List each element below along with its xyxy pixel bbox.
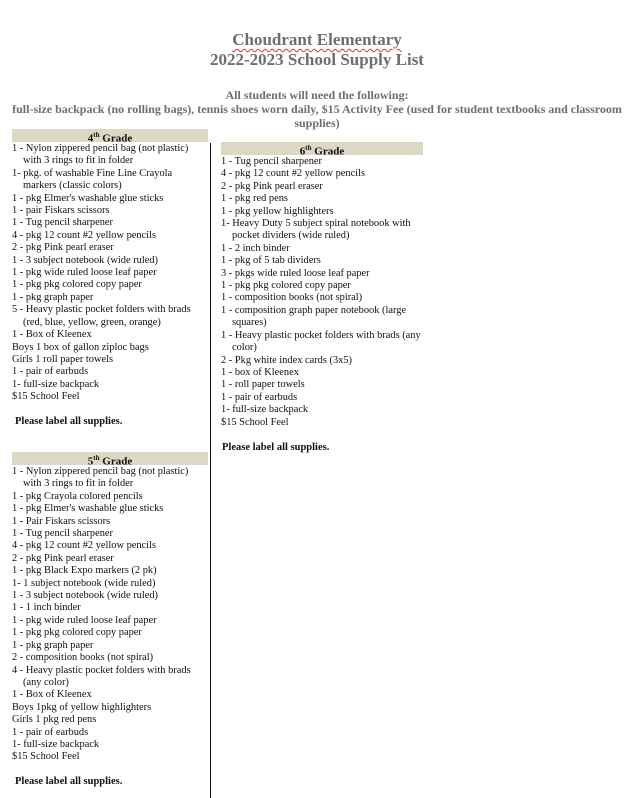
intro-line-1: All students will need the following:	[225, 88, 409, 102]
supply-item: 1 - pkg of 5 tab dividers	[221, 255, 321, 267]
grade-4-heading-word: Grade	[102, 132, 133, 145]
grade-4-heading	[12, 129, 208, 145]
supply-item: 1 - pkg pkg colored copy paper	[12, 627, 142, 639]
supply-item: 1 - pkg red pens	[221, 193, 288, 205]
supply-item: 2 - pkg Pink pearl eraser	[12, 242, 114, 254]
supply-item: 1 - pkg Elmer's washable glue sticks	[12, 503, 164, 515]
supply-item: $15 School Feel	[12, 751, 80, 763]
supply-item: 1 - pair of earbuds	[12, 726, 89, 738]
supply-item: Girls 1 roll paper towels	[12, 353, 113, 365]
grade-6-label-note: Please label all supplies.	[222, 441, 330, 453]
supply-item: 1 - pkg wide ruled loose leaf paper	[12, 614, 157, 626]
supply-item: 1 - pkg yellow highlighters	[221, 205, 334, 217]
supply-item: 1- full-size backpack	[221, 404, 309, 416]
supply-item: 1- 1 subject notebook (wide ruled)	[12, 577, 156, 589]
supply-item: 1 - Heavy plastic pocket folders with brads (any color)	[221, 329, 421, 354]
supply-item: 1- pkg. of washable Fine Line Crayola markers (classic colors)	[12, 167, 173, 192]
supply-item: 1- full-size backpack	[12, 378, 100, 390]
supply-item: 1 - pkg Crayola colored pencils	[12, 490, 143, 502]
supply-item: 2 - pkg Pink pearl eraser	[221, 180, 323, 192]
grade-4-label-note: Please label all supplies.	[15, 415, 123, 427]
supply-item: 1 - 3 subject notebook (wide ruled)	[12, 254, 159, 266]
school-name: Choudrant Elementary	[232, 30, 402, 49]
grade-6-heading-number: 6	[299, 145, 306, 158]
supply-item: 1- Heavy Duty 5 subject spiral notebook with pocket dividers (wide ruled)	[221, 218, 411, 242]
supply-item: 4 - Heavy plastic pocket folders with brads (any color)	[12, 664, 191, 688]
supply-item: 1 - pkg graph paper	[12, 291, 94, 303]
supply-item: 4 - pkg 12 count #2 yellow pencils	[12, 229, 157, 241]
supply-item: 1 - pkg pkg colored copy paper	[12, 279, 142, 291]
supply-item: 1 - box of Kleenex	[221, 366, 299, 378]
supply-item: 1 - roll paper towels	[221, 379, 305, 391]
supply-item: 1 - Tug pencil sharpener	[12, 528, 114, 540]
grade-6-heading	[221, 142, 423, 158]
supply-item: 1 - pkg wide ruled loose leaf paper	[12, 267, 157, 279]
grade-6-heading-suffix: th	[305, 144, 312, 152]
supply-item: 1 - Tug pencil sharpener	[221, 156, 323, 167]
grade-4-section	[12, 129, 208, 427]
grade-5-label-note: Please label all supplies.	[15, 775, 123, 787]
supply-item: 1 - Nylon zippered pencil bag (not plastic) with 3 rings to fit in folder	[12, 143, 189, 167]
grade-5-heading-suffix: th	[93, 454, 100, 462]
supply-item: 1 - composition books (not spiral)	[221, 292, 363, 304]
grade-6-list	[221, 156, 423, 429]
supply-item: 1 - pkg pkg colored copy paper	[221, 280, 351, 292]
grade-6-section	[221, 142, 423, 453]
supply-item: 3 - pkgs wide ruled loose leaf paper	[221, 267, 370, 279]
grade-4-list	[12, 143, 208, 404]
supply-item: 1 - Tug pencil sharpener	[12, 217, 114, 229]
grade-5-heading-word: Grade	[102, 455, 133, 468]
supply-item: 1 - Pair Fiskars scissors	[12, 515, 111, 527]
supply-item: 2 - composition books (not spiral)	[12, 652, 154, 664]
supply-item: $15 School Feel	[12, 391, 80, 403]
supply-item: 1 - pair of earbuds	[221, 391, 298, 403]
intro-line-2: full-size backpack (no rolling bags), tennis shoes worn daily, $15 Activity Fee (used for student textbooks and classroom supplies)	[12, 102, 622, 130]
supply-item: 1 - Nylon zippered pencil bag (not plastic) with 3 rings to fit in folder	[12, 466, 189, 490]
supply-item: 4 - pkg 12 count #2 yellow pencils	[12, 540, 157, 552]
grade-4-heading-number: 4	[87, 132, 94, 145]
supply-item: 1 - pair Fiskars scissors	[12, 205, 110, 217]
supply-item: 2 - Pkg white index cards (3x5)	[221, 354, 353, 366]
supply-item: 1 - pkg Black Expo markers (2 pk)	[12, 565, 157, 577]
supply-item: 1 - Box of Kleenex	[12, 689, 92, 701]
supply-item: 2 - pkg Pink pearl eraser	[12, 552, 114, 564]
supply-item: Boys 1pkg of yellow highlighters	[12, 701, 152, 713]
supply-item: 1 - pair of earbuds	[12, 366, 89, 378]
supply-item: 1 - pkg graph paper	[12, 639, 94, 651]
supply-item: Girls 1 pkg red pens	[12, 714, 97, 726]
column-divider	[210, 143, 211, 798]
grade-5-heading-number: 5	[87, 455, 94, 468]
grade-5-heading	[12, 452, 208, 468]
grade-5-section	[12, 452, 208, 787]
supply-item: 1 - 1 inch binder	[12, 602, 81, 614]
supply-item: Boys 1 box of gallon ziploc bags	[12, 341, 149, 353]
supply-item: 1 - composition graph paper notebook (large squares)	[221, 304, 407, 329]
document-title: 2022-2023 School Supply List	[210, 50, 424, 69]
grade-6-heading-word: Grade	[314, 145, 345, 158]
intro-block	[8, 88, 626, 130]
supply-item: 1- full-size backpack	[12, 738, 100, 750]
supply-item: $15 School Feel	[221, 416, 289, 428]
grade-4-heading-suffix: th	[93, 131, 100, 139]
supply-item: 1 - 3 subject notebook (wide ruled)	[12, 590, 159, 602]
supply-item: 1 - pkg Elmer's washable glue sticks	[12, 192, 164, 204]
supply-item: 1 - 2 inch binder	[221, 242, 290, 254]
grade-5-list	[12, 466, 208, 764]
supply-item: 4 - pkg 12 count #2 yellow pencils	[221, 168, 366, 180]
supply-item: 5 - Heavy plastic pocket folders with brads (red, blue, yellow, green, orange)	[12, 304, 191, 328]
supply-item: 1 - Box of Kleenex	[12, 329, 92, 341]
